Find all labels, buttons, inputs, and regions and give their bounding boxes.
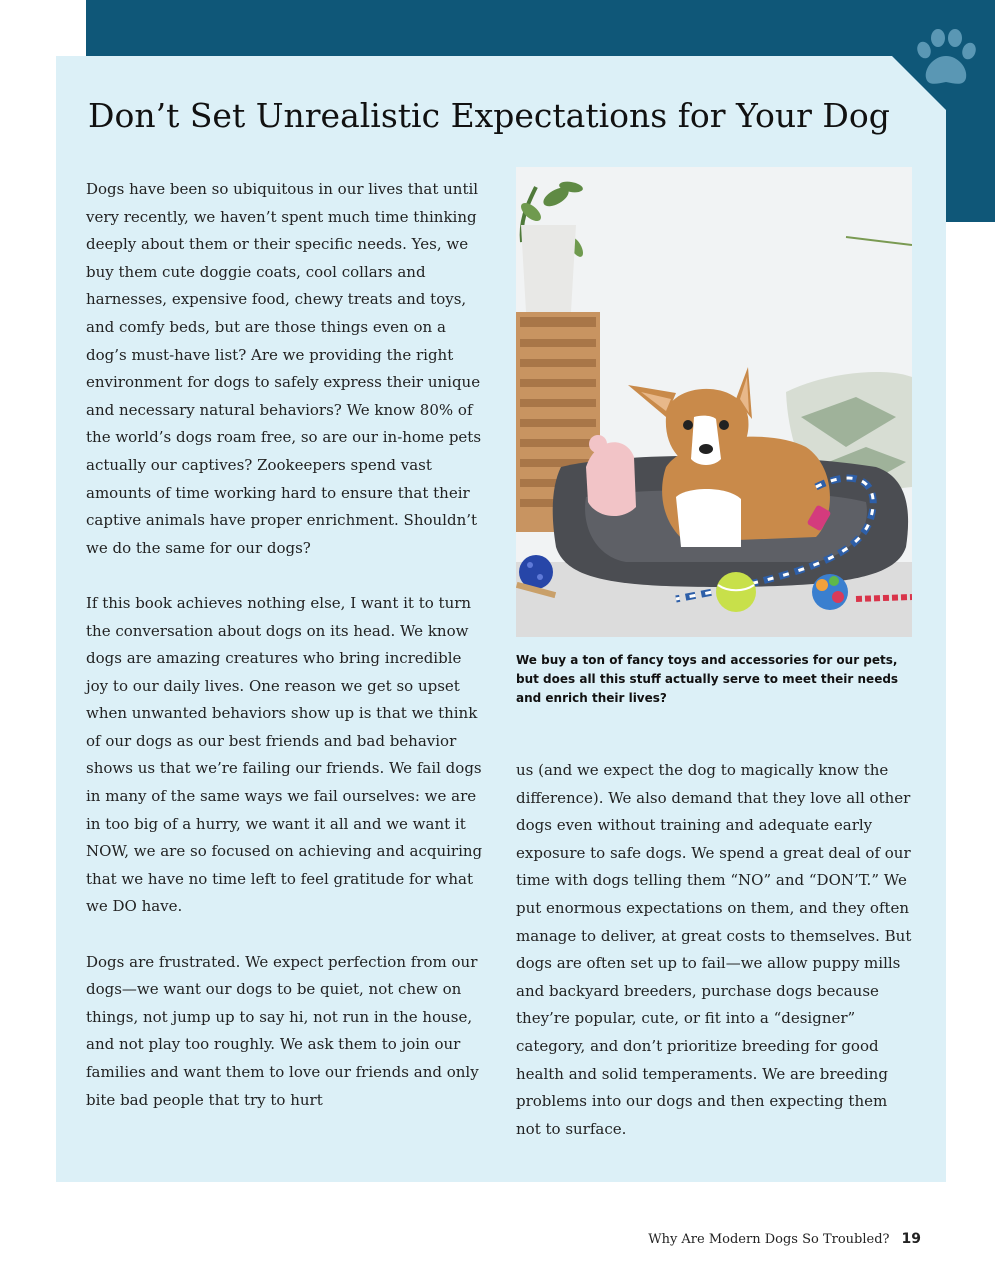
- paragraph: us (and we expect the dog to magically know the difference). We also demand that they love all other dogs even without training and adequate early exposure to safe dogs. We spend a great deal of our time with dogs telling them “NO” and “DON’T.” We put enormous expectations on them, and they often manage to deliver, at great costs to themselves. But dogs are often set up to fail—we allow puppy mills and backyard breeders, purchase dogs because they’re popular, cute, or fit into a “designer” category, and don’t prioritize breeding for good health and solid temperaments. We are breeding problems into our dogs and then expecting them not to surface.: [516, 761, 912, 1138]
- running-head: Why Are Modern Dogs So Troubled?: [648, 1232, 890, 1247]
- paw-icon: [910, 26, 980, 92]
- corgi-photo: [516, 167, 912, 637]
- left-column: [86, 176, 486, 1142]
- page-title: Don’t Set Unrealistic Expectations for Your Dog: [88, 96, 890, 135]
- paragraph: Dogs have been so ubiquitous in our lives that until very recently, we haven’t spent much time thinking deeply about them or their specific needs. Yes, we buy them cute doggie coats, cool collars and harnesses, expensive food, chewy treats and toys, and comfy beds, but are those things even on a dog’s must-have list? Are we providing the right environment for dogs to safely express their unique and necessary natural behaviors? We know 80% of the world’s dogs roam free, so are our in-home pets actually our captives? Zookeepers spend vast amounts of time working hard to ensure that their captive animals have proper enrichment. Shouldn’t we do the same for our dogs?: [86, 180, 482, 557]
- figure-caption: We buy a ton of fancy toys and accessories for our pets, but does all this stuff actually serve to meet their needs and enrich their lives?: [516, 653, 899, 705]
- paragraph: If this book achieves nothing else, I want it to turn the conversation about dogs on its head. We know dogs are amazing creatures who bring incredible joy to our daily lives. One reason we get so upset when unwanted behaviors show up is that we think of our dogs as our best friends and bad behavior shows us that we’re failing our friends. We fail dogs in many of the same ways we fail ourselves: we are in too big of a hurry, we want it all and we want it NOW, we are so focused on achieving and acquiring that we have no time left to feel gratitude for what we DO have.: [86, 593, 483, 916]
- page-number: 19: [901, 1231, 921, 1247]
- paragraph: Dogs are frustrated. We expect perfection from our dogs—we want our dogs to be quiet, not chew on things, not jump up to say hi, not run in the house, and not play too roughly. We ask them to join our families and want them to love our friends and only bite bad people that try to hurt: [86, 952, 479, 1109]
- page-footer: [648, 1228, 921, 1251]
- right-column: [516, 757, 916, 1143]
